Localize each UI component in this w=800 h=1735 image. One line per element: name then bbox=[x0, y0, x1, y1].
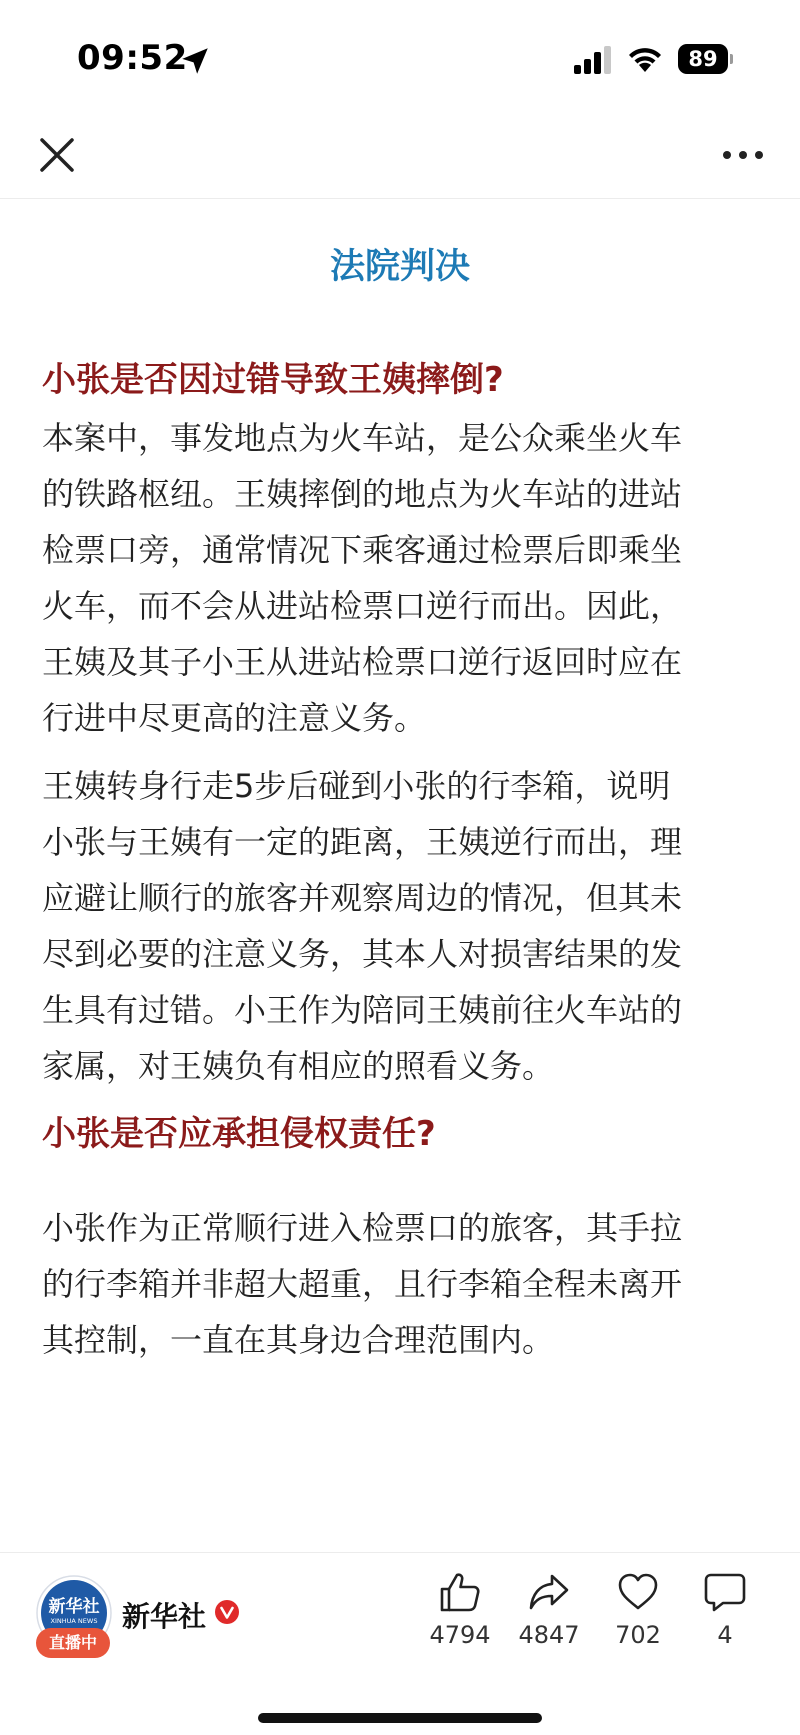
verified-badge-icon bbox=[214, 1599, 240, 1625]
comment-bubble-icon bbox=[703, 1571, 747, 1613]
comment-count: 4 bbox=[717, 1621, 733, 1649]
paragraph-line: 本案中，事发地点为火车站，是公众乘坐火车 bbox=[42, 419, 683, 457]
cellular-signal-icon bbox=[574, 46, 614, 74]
wifi-icon bbox=[626, 42, 664, 74]
battery-tip bbox=[730, 54, 733, 64]
avatar-logo-subtext: XINHUA NEWS bbox=[50, 1617, 98, 1625]
status-time: 09:52 bbox=[77, 38, 188, 78]
home-indicator[interactable] bbox=[258, 1713, 542, 1723]
comment-button[interactable] bbox=[680, 1571, 770, 1649]
share-count: 4847 bbox=[518, 1621, 580, 1649]
paragraph-line: 应避让顺行的旅客并观察周边的情况，但其未 bbox=[42, 879, 683, 917]
paragraph-line: 生具有过错。小王作为陪同王姨前往火车站的 bbox=[42, 991, 683, 1029]
paragraph-2 bbox=[42, 758, 762, 1094]
paragraph-line: 行进中尽更高的注意义务。 bbox=[42, 699, 427, 737]
paragraph-line: 的行李箱并非超大超重，且行李箱全程未离开 bbox=[42, 1265, 683, 1303]
thumbs-up-icon bbox=[438, 1571, 482, 1613]
paragraph-line: 尽到必要的注意义务，其本人对损害结果的发 bbox=[42, 935, 683, 973]
favorite-count: 702 bbox=[615, 1621, 661, 1649]
question-heading-2: 小张是否应承担侵权责任? bbox=[42, 1114, 436, 1154]
paragraph-line: 小张作为正常顺行进入检票口的旅客，其手拉 bbox=[42, 1209, 683, 1247]
section-title: 法院判决 bbox=[329, 247, 470, 287]
live-badge[interactable]: 直播中 bbox=[36, 1628, 110, 1658]
question-heading-1: 小张是否因过错导致王姨摔倒? bbox=[42, 360, 504, 400]
status-bar bbox=[0, 0, 800, 110]
more-horizontal-icon[interactable] bbox=[718, 132, 768, 178]
paragraph-line: 小张与王姨有一定的距离，王姨逆行而出，理 bbox=[42, 823, 683, 861]
share-arrow-icon bbox=[527, 1571, 571, 1613]
paragraph-1 bbox=[42, 410, 762, 746]
paragraph-line: 火车，而不会从进站检票口逆行而出。因此， bbox=[42, 587, 683, 625]
paragraph-line: 检票口旁，通常情况下乘客通过检票后即乘坐 bbox=[42, 531, 683, 569]
paragraph-line: 的铁路枢纽。王姨摔倒的地点为火车站的进站 bbox=[42, 475, 683, 513]
paragraph-line: 王姨及其子小王从进站检票口逆行返回时应在 bbox=[42, 643, 683, 681]
like-button[interactable] bbox=[415, 1571, 505, 1649]
paragraph-line: 其控制，一直在其身边合理范围内。 bbox=[42, 1321, 555, 1359]
bottom-action-bar bbox=[0, 1552, 800, 1735]
paragraph-line: 王姨转身行走5步后碰到小张的行李箱，说明 bbox=[42, 767, 671, 805]
paragraph-3 bbox=[42, 1200, 762, 1368]
share-button[interactable] bbox=[504, 1571, 594, 1649]
close-icon[interactable] bbox=[32, 130, 82, 180]
battery-indicator bbox=[678, 44, 732, 74]
paragraph-line: 家属，对王姨负有相应的照看义务。 bbox=[42, 1047, 555, 1085]
heart-icon bbox=[616, 1571, 660, 1613]
location-arrow-icon bbox=[178, 44, 212, 78]
nav-bar bbox=[0, 110, 800, 199]
avatar-logo-text: 新华社 bbox=[48, 1597, 100, 1617]
author-name[interactable]: 新华社 bbox=[122, 1600, 207, 1633]
like-count: 4794 bbox=[429, 1621, 491, 1649]
battery-percent: 89 bbox=[688, 47, 718, 71]
favorite-button[interactable] bbox=[593, 1571, 683, 1649]
